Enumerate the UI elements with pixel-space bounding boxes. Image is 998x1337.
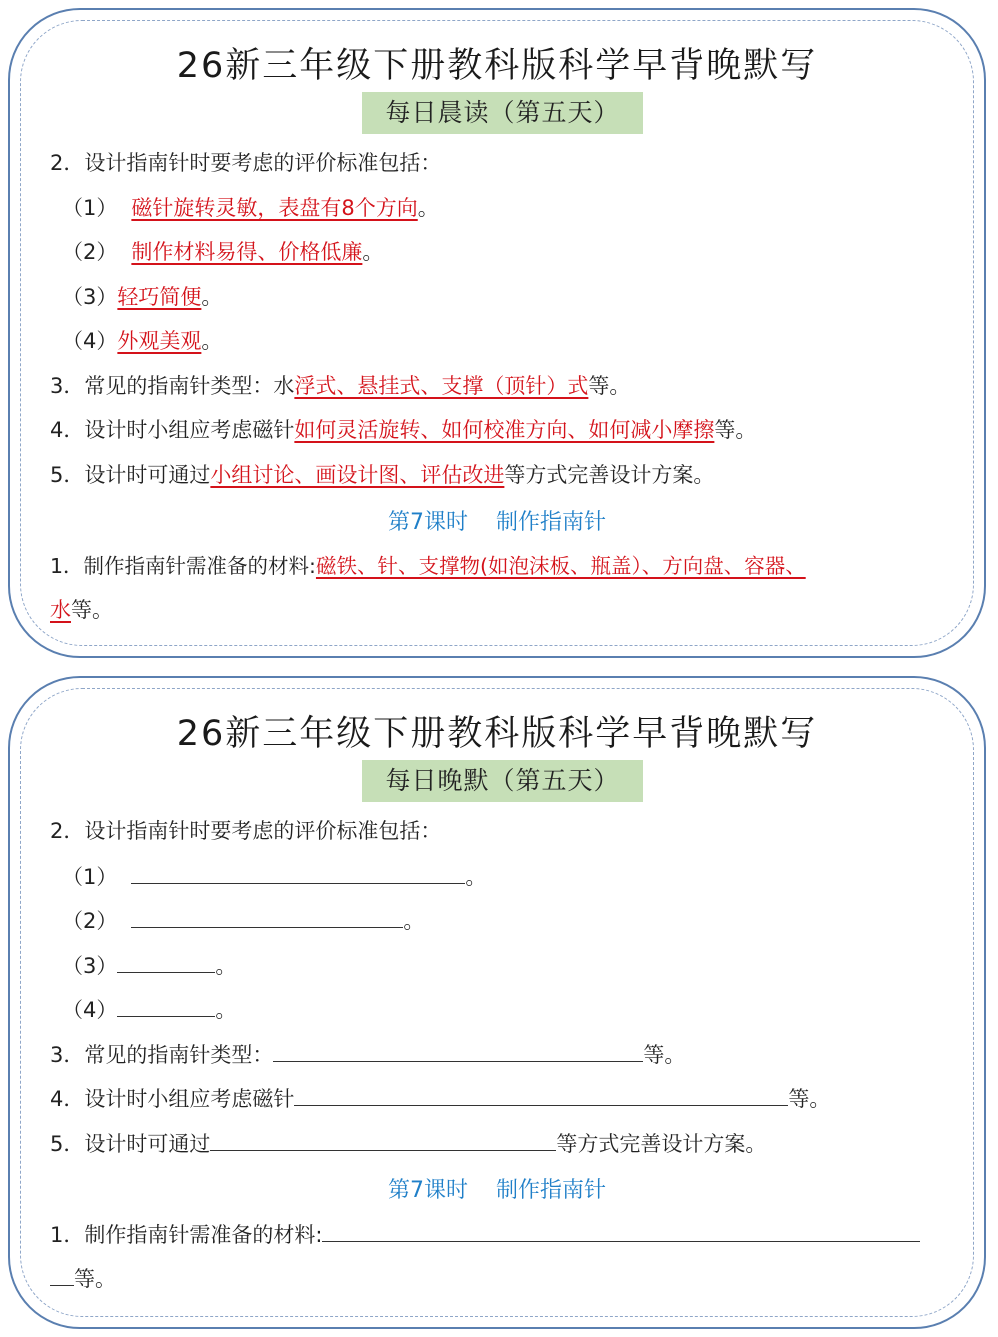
item-number: （4）	[62, 998, 118, 1022]
blank-line[interactable]	[294, 1083, 788, 1106]
lesson-name: 制作指南针	[495, 510, 606, 535]
q1-suffix: 等。	[74, 1267, 116, 1291]
q4-suffix: 等。	[714, 418, 757, 442]
item-number: （3）	[62, 954, 118, 978]
blank-line[interactable]	[117, 994, 215, 1017]
q3-prefix: 3．常见的指南针类型：	[50, 1043, 274, 1067]
lesson-name: 制作指南针	[495, 1178, 606, 1203]
q1-line	[50, 551, 806, 581]
blank-line[interactable]	[273, 1039, 643, 1062]
answer-text: 外观美观	[117, 329, 202, 353]
q1-line	[50, 1219, 920, 1250]
answer-text: 磁铁、针、支撑物(如泡沫板、瓶盖）、方向盘、容器、	[315, 554, 806, 578]
q2-item-4	[62, 994, 236, 1025]
item-end: 。	[417, 196, 439, 220]
item-end: 。	[215, 998, 237, 1022]
q2-item-2	[62, 237, 383, 267]
item-number: （2）	[62, 240, 118, 264]
q4-prefix: 4．设计时小组应考虑磁针	[50, 418, 295, 442]
q3-prefix: 3．常见的指南针类型：水	[50, 374, 295, 398]
answer-text: 水	[50, 598, 71, 622]
item-end: 。	[201, 285, 223, 309]
morning-reading-card	[8, 8, 986, 658]
item-end: 。	[201, 329, 223, 353]
answer-text: 制作材料易得、价格低廉	[131, 240, 363, 264]
item-number: （4）	[62, 329, 118, 353]
q4-prefix: 4．设计时小组应考虑磁针	[50, 1087, 295, 1111]
q1-suffix: 等。	[71, 598, 113, 622]
q2-stem: 2．设计指南针时要考虑的评价标准包括：	[50, 819, 442, 843]
answer-text: 浮式、悬挂式、支撑（顶针）式	[294, 374, 589, 398]
item-number: （2）	[62, 909, 118, 933]
q1-prefix: 1．制作指南针需准备的材料:	[50, 554, 316, 578]
item-number: （1）	[62, 196, 118, 220]
blank-line[interactable]	[131, 905, 403, 928]
q2-stem: 2．设计指南针时要考虑的评价标准包括：	[50, 151, 442, 175]
blank-line[interactable]	[50, 1263, 74, 1286]
q5-line	[50, 460, 714, 490]
q4-line	[50, 1083, 830, 1114]
item-number: （1）	[62, 865, 118, 889]
lesson-number: 第7课时	[387, 510, 468, 535]
banner-morning-reading: 每日晨读（第五天）	[362, 92, 643, 134]
q5-prefix: 5．设计时可通过	[50, 1132, 211, 1156]
banner-evening-dictation: 每日晚默（第五天）	[362, 760, 643, 802]
q2-item-3	[62, 950, 236, 981]
answer-text: 轻巧简便	[117, 285, 202, 309]
item-end: 。	[215, 954, 237, 978]
q2-item-3	[62, 282, 222, 312]
q3-line	[50, 371, 630, 401]
blank-line[interactable]	[117, 950, 215, 973]
blank-line[interactable]	[322, 1219, 920, 1242]
q5-prefix: 5．设计时可通过	[50, 463, 211, 487]
page-title: 26新三年级下册教科版科学早背晚默写	[176, 714, 818, 754]
blank-line[interactable]	[210, 1128, 556, 1151]
answer-text: 小组讨论、画设计图、评估改进	[210, 463, 505, 487]
answer-text: 磁针旋转灵敏，表盘有8个方向	[131, 196, 418, 220]
evening-dictation-card	[8, 676, 986, 1329]
q2-item-1	[62, 193, 439, 223]
q2-item-4	[62, 326, 222, 356]
lesson-number: 第7课时	[387, 1178, 468, 1203]
item-end: 。	[403, 909, 425, 933]
q5-line	[50, 1128, 766, 1159]
q1-line-cont	[50, 1263, 116, 1294]
q2-item-2	[62, 905, 424, 936]
q1-prefix: 1．制作指南针需准备的材料:	[50, 1223, 323, 1247]
q2-item-1	[62, 861, 486, 892]
q3-line	[50, 1039, 685, 1070]
q5-suffix: 等方式完善设计方案。	[556, 1132, 767, 1156]
item-end: 。	[465, 865, 487, 889]
q1-line-cont	[50, 595, 113, 625]
section-heading-lesson-7	[10, 1173, 984, 1204]
item-number: （3）	[62, 285, 118, 309]
q4-suffix: 等。	[788, 1087, 831, 1111]
section-heading-lesson-7	[10, 505, 984, 536]
q5-suffix: 等方式完善设计方案。	[504, 463, 715, 487]
q3-suffix: 等。	[588, 374, 631, 398]
q3-suffix: 等。	[643, 1043, 686, 1067]
answer-text: 如何灵活旋转、如何校准方向、如何减小摩擦	[294, 418, 715, 442]
q4-line	[50, 415, 756, 445]
blank-line[interactable]	[131, 861, 465, 884]
item-end: 。	[362, 240, 384, 264]
page-title: 26新三年级下册教科版科学早背晚默写	[176, 46, 818, 86]
